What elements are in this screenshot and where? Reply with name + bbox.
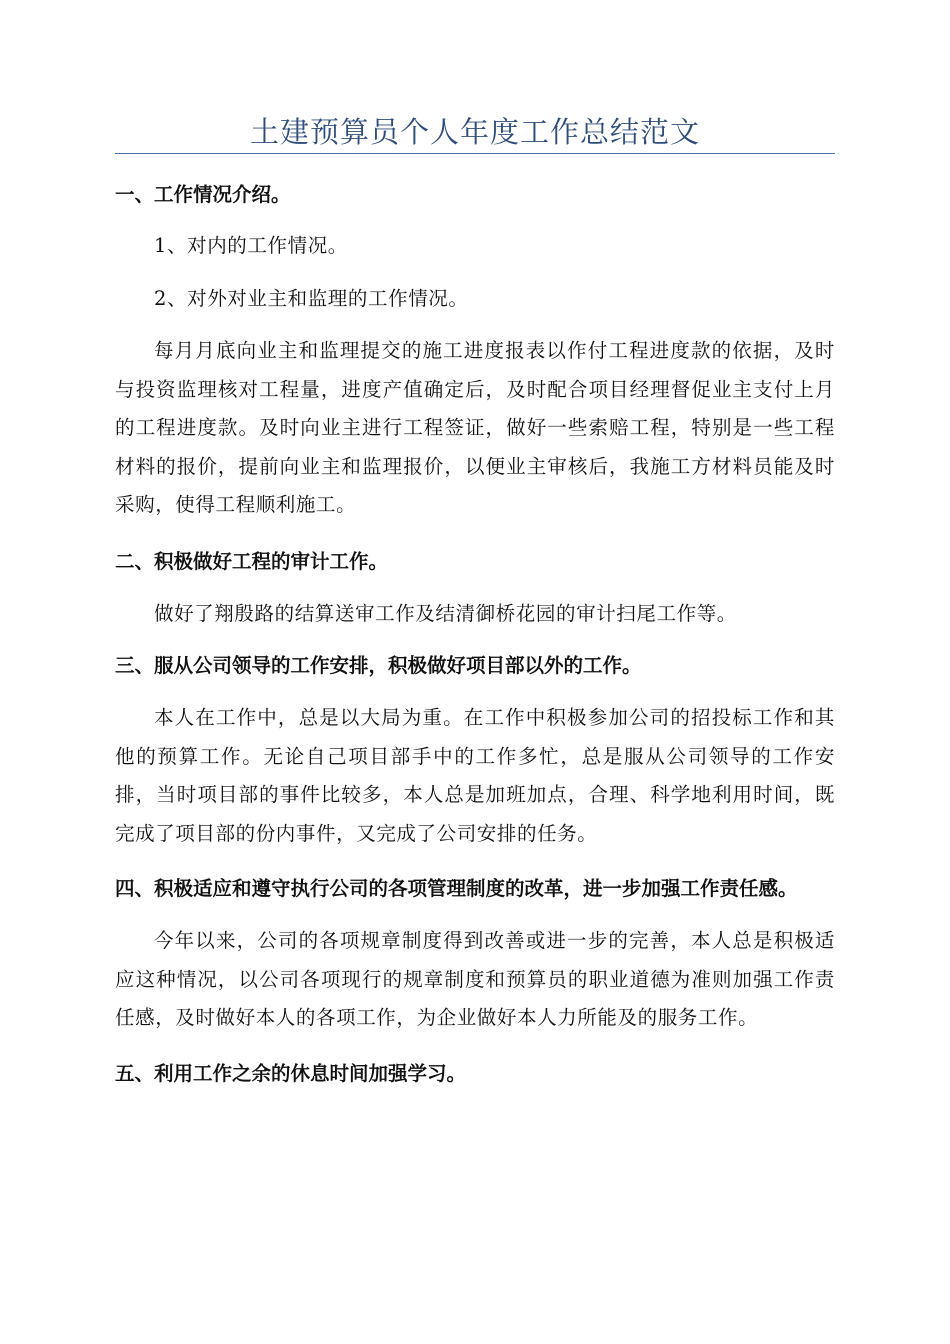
section-1-item-2: 2、对外对业主和监理的工作情况。 bbox=[154, 286, 469, 310]
section-heading-2: 二、积极做好工程的审计工作。 bbox=[115, 549, 389, 573]
section-heading-1: 一、工作情况介绍。 bbox=[115, 183, 291, 206]
section-1-item-1: 1、对内的工作情况。 bbox=[154, 234, 348, 257]
section-heading-3: 三、服从公司领导的工作安排，积极做好项目部以外的工作。 bbox=[115, 654, 642, 677]
title-underline bbox=[115, 153, 835, 154]
document-body bbox=[115, 172, 835, 1092]
section-heading-4: 四、积极适应和遵守执行公司的各项管理制度的改革，进一步加强工作责任感。 bbox=[115, 877, 798, 900]
section-heading-5: 五、利用工作之余的休息时间加强学习。 bbox=[115, 1061, 467, 1085]
document-title: 土建预算员个人年度工作总结范文 bbox=[249, 115, 700, 149]
section-2-paragraph: 做好了翔殷路的结算送审工作及结清御桥花园的审计扫尾工作等。 bbox=[154, 601, 737, 625]
section-4-paragraph: 今年以来，公司的各项规章制度得到改善或进一步的完善，本人总是积极适应这种情况，以公司各项现行的规章制度和预算员的职业道德为准则加强工作责任感，及时做好本人的各项工作，为企业做好本人力所能及的服务工作。 bbox=[115, 929, 835, 1029]
section-3-paragraph: 本人在工作中，总是以大局为重。在工作中积极参加公司的招投标工作和其他的预算工作。无论自己项目部手中的工作多忙，总是服从公司领导的工作安排，当时项目部的事件比较多，本人总是加班加点，合理、科学地利用时间，既完成了项目部的份内事件，又完成了公司安排的任务。 bbox=[115, 706, 835, 845]
section-1-paragraph: 每月月底向业主和监理提交的施工进度报表以作付工程进度款的依据，及时与投资监理核对工程量，进度产值确定后，及时配合项目经理督促业主支付上月的工程进度款。及时向业主进行工程签证，做好一些索赔工程，特别是一些工程材料的报价，提前向业主和监理报价，以便业主审核后，我施工方材料员能及时采购，使得工程顺利施工。 bbox=[115, 339, 835, 516]
